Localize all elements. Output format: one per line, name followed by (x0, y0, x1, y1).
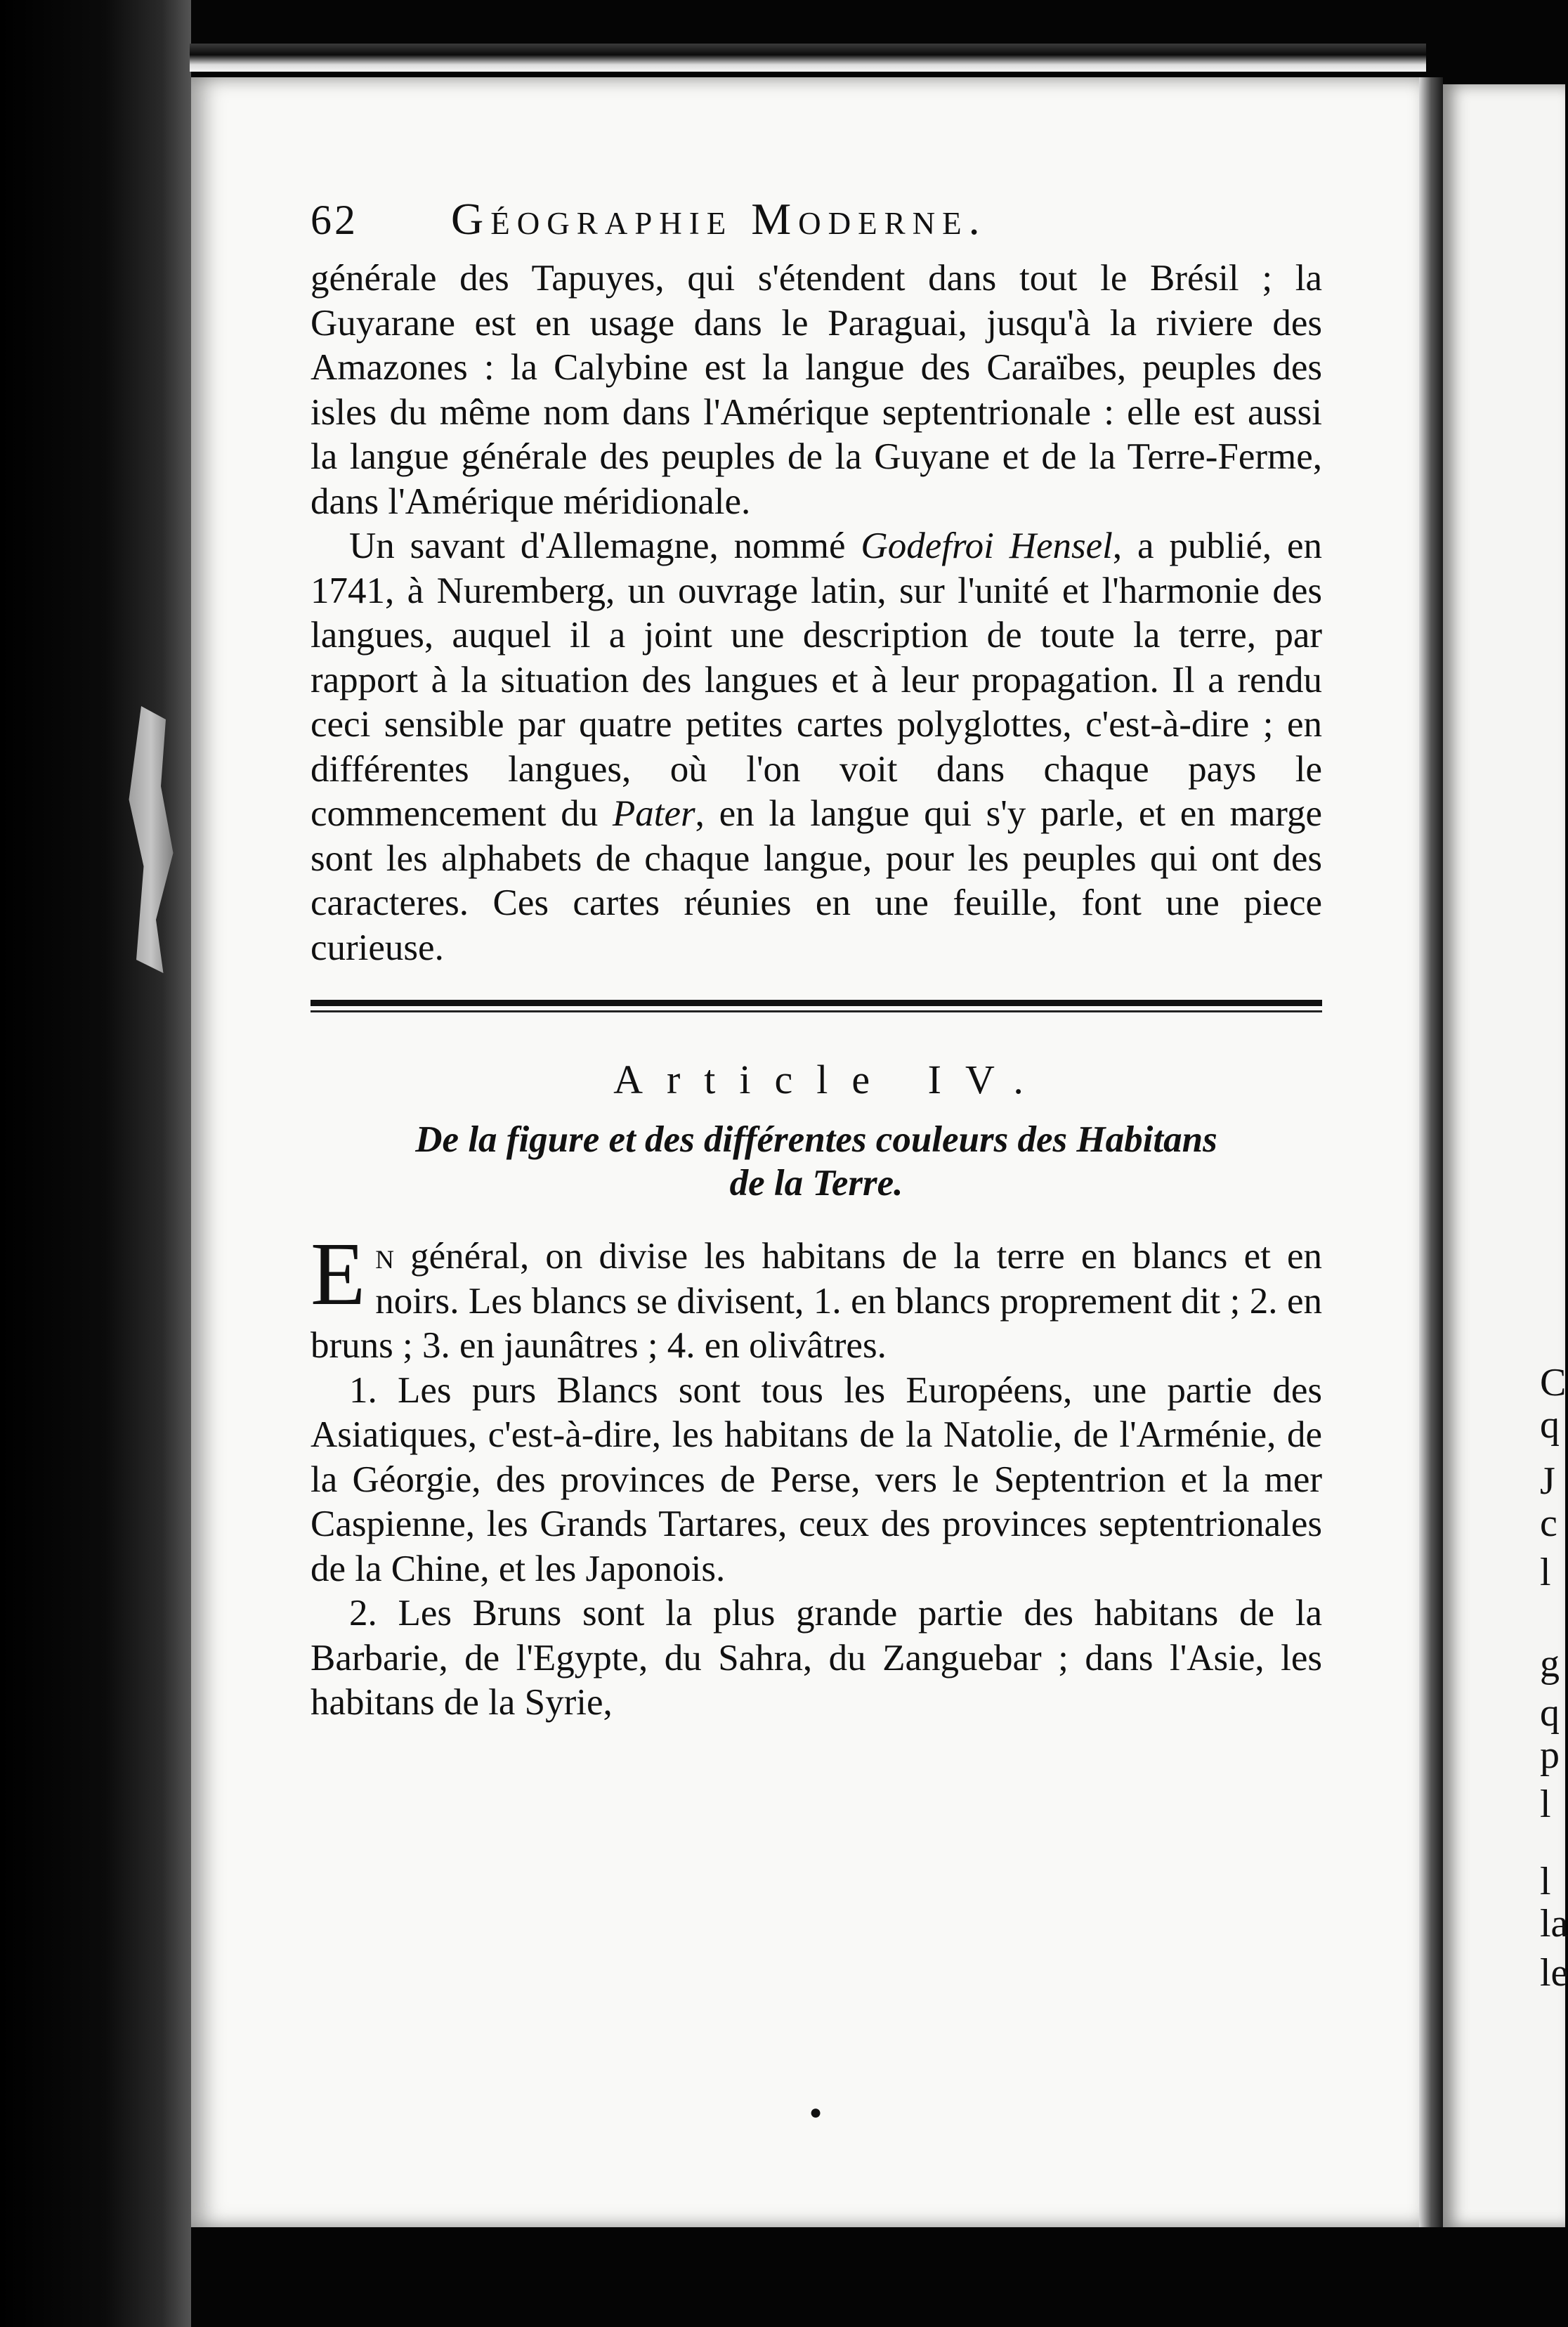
facing-page-letter: l (1540, 1860, 1551, 1903)
facing-page-letter: J (1540, 1459, 1555, 1503)
facing-page-edge (1443, 84, 1568, 2227)
facing-page-letter: l (1540, 1782, 1551, 1826)
article-subtitle-line2: de la Terre. (729, 1163, 903, 1204)
facing-page-letter: le (1540, 1951, 1568, 1995)
book-spine-shadow (0, 0, 191, 2327)
article-body (311, 1224, 1322, 1726)
hensel-text-a: Un savant d'Allemagne, nommé (349, 526, 861, 566)
facing-page-letter: C (1540, 1361, 1567, 1404)
facing-page-letter: c (1540, 1501, 1557, 1545)
hensel-name: Godefroi Hensel (861, 526, 1113, 566)
paragraph-hensel (311, 524, 1322, 970)
facing-page-letter: q (1540, 1691, 1560, 1735)
page-content (311, 193, 1322, 1726)
paragraph-whites: 1. Les purs Blancs sont tous les Européens, une partie des Asiatiques, c'est-à-dire, les habitans de la Natolie, de l'Arménie, de la Géorgie, des provinces de Perse, vers le Septentrion et la mer Caspienne, les Grands Tartares, ceux des provinces septentrionales de la Chine, et les Japonois. (311, 1369, 1322, 1589)
intro-first-word: n (375, 1236, 394, 1277)
facing-page-letter: g (1540, 1642, 1560, 1686)
intro-text: général, on divise les habitans de la terre en blancs et en noirs. Les blancs se divisent, 1. en blancs proprement dit ; 2. en bruns ; 3. en jaunâtres ; 4. en olivâtres. (311, 1236, 1322, 1366)
page-ink-spot: ● (809, 2101, 823, 2124)
book-binding-top (190, 44, 1426, 72)
running-title: Géographie Moderne. (451, 194, 987, 244)
facing-page-letter: q (1540, 1403, 1560, 1447)
page-number: 62 (311, 197, 358, 243)
page-fore-edge (1419, 77, 1443, 2227)
article-heading: Article IV. (613, 1057, 1047, 1102)
paragraph-browns: 2. Les Bruns sont la plus grande partie des habitans de la Barbarie, de l'Egypte, du Sahra, du Zanguebar ; dans l'Asie, les habitans de la Syrie, (311, 1593, 1322, 1723)
pater-word: Pater (612, 793, 695, 834)
hensel-text-b: , a publié, en 1741, à Nuremberg, un ouvrage latin, sur l'unité et l'harmonie des langues, auquel il a joint une description de toute la terre, par rapport à la situation des langues et à leur propagation. Il a rendu ceci sensible par quatre petites cartes polyglottes, c'est-à-dire ; en différentes langues, où l'on voit dans chaque pays le commencement du (311, 526, 1322, 834)
section-divider (311, 1000, 1322, 1012)
page-header (311, 193, 1322, 256)
drop-cap: E (311, 1224, 366, 1324)
article-subtitle (311, 1118, 1322, 1205)
article-subtitle-line1: De la figure et des différentes couleurs des Habitans (415, 1119, 1217, 1160)
divider-thin-rule (311, 1010, 1322, 1012)
facing-page-letter: la (1540, 1902, 1568, 1945)
paragraph-languages: générale des Tapuyes, qui s'étendent dans tout le Brésil ; la Guyarane est en usage dans le Paraguai, jusqu'à la riviere des Amazones : la Calybine est la langue des Caraïbes, peuples des isles du même nom dans l'Amérique septentrionale : elle est aussi la langue générale des peuples de la Guyane et de la Terre-Ferme, dans l'Amérique méridionale. (311, 258, 1322, 522)
facing-page-letter: l (1540, 1551, 1551, 1594)
facing-page-letter: p (1540, 1733, 1560, 1777)
book-page (191, 77, 1427, 2227)
hensel-text-c: , en la langue qui s'y parle, et en marge sont les alphabets de chaque langue, pour les peuples qui ont des caracteres. Ces cartes réunies en une feuille, font une piece curieuse. (311, 793, 1322, 968)
paragraph-intro (311, 1224, 1322, 1369)
divider-thick-rule (311, 1000, 1322, 1006)
